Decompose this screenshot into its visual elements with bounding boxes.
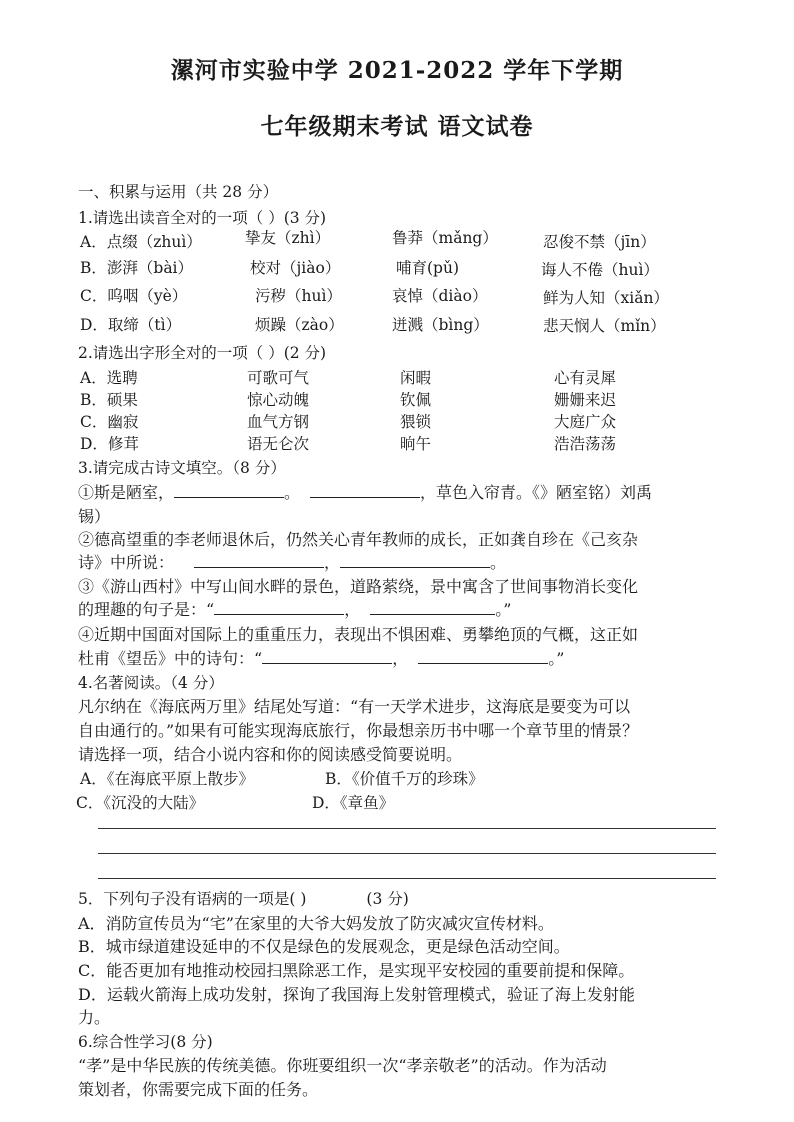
q3-item-3-line-1: ③《游山西村》中写山间水畔的景色，道路萦绕，景中寓含了世间事物消长变化 [78, 577, 639, 596]
q1-option-b-4: 诲人不倦（huì） [541, 261, 659, 279]
section-heading: 一、积累与运用（共 28 分） [78, 183, 279, 201]
q3-item-4-text-d: 。” [548, 649, 565, 668]
q6-paragraph-line-1: “孝”是中华民族的传统美德。你班要组织一次“孝亲敬老”的活动。作为活动 [78, 1056, 607, 1075]
question-6-stem: 6.综合性学习(8 分) [78, 1033, 213, 1051]
q2-option-c-1: C．幽寂 [80, 413, 139, 431]
question-5-stem [78, 887, 409, 909]
q4-paragraph-line-2: 自由通行的。”如果有可能实现海底旅行，你最想亲历书中哪一个章节里的情景？ [78, 721, 639, 740]
q3-item-3-line-2 [78, 597, 511, 620]
q2-option-c-4: 大庭广众 [554, 413, 617, 431]
q3-item-2-line-1: ②德高望重的李老师退休后，仍然关心青年教师的成长，正如龚自珍在《己亥杂 [78, 530, 639, 549]
q4-paragraph-line-3: 请选择一项，结合小说内容和你的阅读感受简要说明。 [78, 745, 463, 764]
q6-paragraph-line-2: 策划者，你需要完成下面的任务。 [78, 1080, 319, 1099]
q5-option-d-line-1: D．运载火箭海上成功发射，探询了我国海上发射管理模式，验证了海上发射能 [78, 985, 635, 1004]
q3-item-4-line-1: ④近期中国面对国际上的重重压力，表现出不惧困难、勇攀绝顶的气概，这正如 [78, 625, 639, 644]
q2-option-c-2: 血气方钢 [247, 413, 310, 431]
q3-item-4-text-b: 杜甫《望岳》中的诗句：“ [78, 649, 263, 668]
q1-option-b-1: B．澎湃（bài） [80, 259, 194, 277]
q4-option-d: D．《章鱼》 [312, 794, 395, 812]
answer-line[interactable] [98, 853, 716, 854]
q2-option-d-3: 晌午 [400, 435, 432, 453]
q1-option-b-3: 哺育(pǔ) [396, 259, 459, 277]
q3-item-1-text-a: ①斯是陋室， [78, 483, 175, 502]
exam-subtitle: 七年级期末考试 语文试卷 [260, 113, 534, 140]
q1-option-d-1: D．取缔（tì） [80, 316, 182, 334]
q2-option-d-4: 浩浩荡荡 [554, 435, 617, 453]
q2-option-b-1: B．硕果 [80, 391, 138, 409]
answer-blank[interactable] [214, 600, 344, 615]
q5-option-b: B．城市绿道建设延申的不仅是绿色的发展观念，更是绿色活动空间。 [78, 937, 570, 956]
answer-blank[interactable] [262, 649, 392, 664]
answer-line[interactable] [98, 828, 716, 829]
q2-option-a-4: 心有灵犀 [554, 369, 617, 387]
q1-option-d-2: 烦躁（zào） [255, 316, 344, 334]
q3-item-3-text-b: 的理趣的句子是：“ [78, 600, 215, 619]
q3-item-4-line-2 [78, 646, 564, 669]
q2-option-a-3: 闲暇 [400, 369, 432, 387]
q1-option-c-3: 哀悼（diào） [392, 287, 488, 305]
q2-option-b-3: 钦佩 [400, 391, 432, 409]
q1-option-a-3: 鲁莽（mǎng） [392, 229, 498, 247]
question-5-text: 5．下列句子没有语病的一项是( ) [78, 890, 307, 908]
q4-option-b: B．《价值千万的珍珠》 [325, 770, 484, 788]
answer-blank[interactable] [418, 649, 548, 664]
answer-blank[interactable] [174, 483, 284, 498]
question-2-stem: 2.请选出字形全对的一项（ ）(2 分) [78, 344, 327, 362]
q2-option-b-4: 姗姗来迟 [554, 391, 617, 409]
q3-item-2-text-b: 诗》中所说： [78, 553, 175, 572]
q1-option-a-4: 忍俊不禁（jīn） [543, 233, 656, 251]
q3-item-3-text-c: ， [344, 600, 361, 619]
exam-title: 漯河市实验中学 2021-2022 学年下学期 [170, 57, 624, 84]
q5-option-a: A．消防宣传员为“宅”在家里的大爷大妈发放了防灾减灾宣传材料。 [78, 914, 554, 933]
q5-option-c: C．能否更加有地推动校园扫黑除恶工作，是实现平安校园的重要前提和保障。 [78, 961, 635, 980]
q2-option-c-3: 猥锁 [400, 413, 432, 431]
q3-item-1-cont: 锡） [78, 507, 111, 526]
q3-item-1-text-c: ，草色入帘青。《》陋室铭）刘禹 [420, 483, 653, 502]
q3-item-1 [78, 480, 652, 503]
q2-option-d-1: D．修茸 [80, 435, 139, 453]
q4-option-c: C．《沉没的大陆》 [76, 794, 205, 812]
q3-item-2-text-c: ， [324, 553, 341, 572]
q1-option-c-1: C．呜咽（yè） [80, 287, 188, 305]
q1-option-a-1: A．点缀（zhuì） [80, 233, 202, 251]
q1-option-c-2: 污秽（huì） [255, 287, 342, 305]
q2-option-a-2: 可歌可气 [247, 369, 310, 387]
answer-line[interactable] [98, 878, 716, 879]
q3-item-4-text-c: ， [392, 649, 409, 668]
answer-blank[interactable] [340, 553, 490, 568]
question-3-stem: 3.请完成古诗文填空。（8 分） [78, 459, 286, 477]
q3-item-2-line-2 [78, 550, 506, 573]
answer-blank[interactable] [370, 600, 495, 615]
answer-blank[interactable] [194, 553, 324, 568]
q2-option-d-2: 语无仑次 [247, 435, 310, 453]
q4-option-a: A．《在海底平原上散步》 [80, 770, 254, 788]
q3-item-3-text-d: 。” [495, 600, 512, 619]
q1-option-c-4: 鲜为人知（xiǎn） [543, 289, 669, 307]
question-1-stem: 1.请选出读音全对的一项（ ）(3 分) [78, 209, 327, 227]
answer-blank[interactable] [310, 483, 420, 498]
q2-option-b-2: 惊心动魄 [247, 391, 310, 409]
q1-option-b-2: 校对（jiào） [250, 259, 341, 277]
q2-option-a-1: A．选聘 [80, 369, 138, 387]
q1-option-a-2: 挚友（zhì） [245, 229, 331, 247]
q5-option-d-line-2: 力。 [78, 1008, 111, 1027]
q4-paragraph-line-1: 凡尔纳在《海底两万里》结尾处写道：“有一天学术进步，这海底是要变为可以 [78, 697, 631, 716]
q1-option-d-3: 迸溅（bìng） [392, 316, 489, 334]
q3-item-2-text-d: 。 [490, 553, 507, 572]
question-5-score: (3 分) [366, 890, 409, 908]
q1-option-d-4: 悲天悯人（mǐn） [543, 317, 666, 335]
question-4-stem: 4.名著阅读。（4 分） [78, 674, 224, 692]
q3-item-1-text-b: 。 [284, 483, 301, 502]
